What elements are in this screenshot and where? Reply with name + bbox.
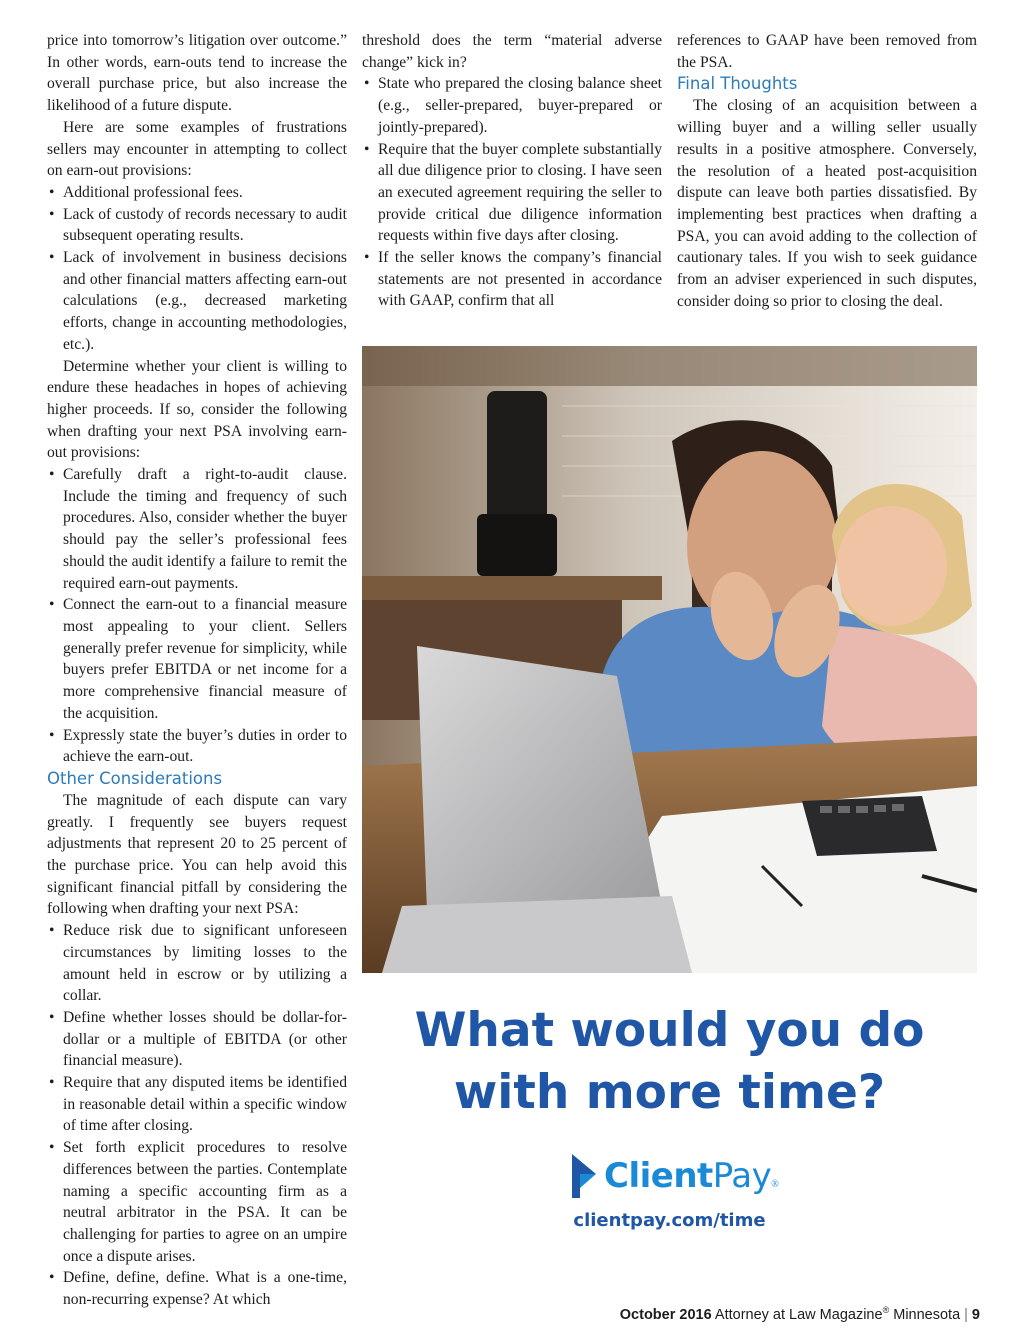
section-heading-other-considerations: Other Considerations <box>47 768 223 788</box>
ad-photo <box>362 346 977 973</box>
bullet-list <box>47 920 347 1311</box>
list-item: • Set forth explicit procedures to resolve differences between the parties. Contemplate naming a specific accounting firm as a neutral arbitrator in the PSA. It can be challenging for parties to agree on an umpire once a dispute arises. <box>47 1137 347 1267</box>
clientpay-logo-icon <box>568 1152 600 1200</box>
paragraph: Determine whether your client is willing to endure these headaches in hopes of achieving higher proceeds. If so, consider the following when drafting your next PSA involving earn-out provisions: <box>47 357 347 462</box>
paragraph: Here are some examples of frustrations sellers may encounter in attempting to collect on earn-out provisions: <box>47 118 347 180</box>
article-column-3 <box>677 30 977 312</box>
list-item: • Define whether losses should be dollar-for-dollar or a multiple of EBITDA (or other financial measure). <box>47 1007 347 1072</box>
footer-separator: | <box>964 1306 968 1323</box>
list-item: • Additional professional fees. <box>47 182 347 204</box>
bullet-list <box>47 182 347 356</box>
article-column-2 <box>362 30 662 312</box>
ad-headline <box>362 1000 977 1124</box>
list-item: • If the seller knows the company’s financial statements are not presented in accordance with GAAP, confirm that all <box>362 247 662 312</box>
clientpay-logo-text <box>604 1156 771 1196</box>
ad-headline-line-2: with more time? <box>453 1065 886 1120</box>
paragraph: threshold does the term “material adverse change” kick in? <box>362 32 662 71</box>
list-item: • Require that the buyer complete substantially all due diligence prior to closing. I have seen an executed agreement requiring the seller to provide critical due diligence information requests within five days after closing. <box>362 139 662 248</box>
list-item: • Define, define, define. What is a one-time, non-recurring expense? At which <box>47 1267 347 1310</box>
ad-url-link[interactable]: clientpay.com/time <box>573 1210 766 1231</box>
list-item: • Lack of custody of records necessary to audit subsequent operating results. <box>47 204 347 247</box>
logo-word-client: Client <box>604 1156 713 1196</box>
section-heading-final-thoughts: Final Thoughts <box>677 74 798 94</box>
bullet-list <box>362 73 662 312</box>
registered-mark: ® <box>771 1179 779 1190</box>
list-item: • Expressly state the buyer’s duties in order to achieve the earn-out. <box>47 725 347 768</box>
list-item: • State who prepared the closing balance sheet (e.g., seller-prepared, buyer-prepared or jointly-prepared). <box>362 73 662 138</box>
footer-edition: Minnesota <box>893 1306 961 1323</box>
logo-word-pay: Pay <box>712 1156 772 1196</box>
page-footer <box>620 1305 980 1323</box>
paragraph: The magnitude of each dispute can vary greatly. I frequently see buyers request adjustments that represent 20 to 25 percent of the purchase price. You can help avoid this significant financial pitfall by considering the following when drafting your next PSA: <box>47 791 347 918</box>
list-item: • Require that any disputed items be identified in reasonable detail within a specific window of time after closing. <box>47 1072 347 1137</box>
clientpay-logo[interactable] <box>568 1152 779 1200</box>
list-item: • Reduce risk due to significant unforeseen circumstances by limiting losses to the amount held in escrow or by utilizing a collar. <box>47 920 347 1007</box>
footer-magazine: Attorney at Law Magazine <box>714 1306 883 1323</box>
list-item: • Connect the earn-out to a financial measure most appealing to your client. Sellers generally prefer revenue for simplicity, while buyers prefer EBITDA or net income for a more comprehensive financial measure of the acquisition. <box>47 594 347 724</box>
footer-date: October 2016 <box>619 1306 712 1323</box>
footer-registered-mark: ® <box>882 1305 890 1315</box>
list-item: • Carefully draft a right-to-audit clause. Include the timing and frequency of such procedures. Also, consider whether the buyer should pay the seller’s professional fees should the audit identify a failure to remit the required earn-out payments. <box>47 464 347 594</box>
ad-headline-line-1: What would you do <box>414 1003 925 1058</box>
page-number: 9 <box>971 1306 980 1323</box>
list-item: • Lack of involvement in business decisions and other financial matters affecting earn-out calculations (e.g., decreased marketing efforts, change in accounting methodologies, etc.). <box>47 247 347 356</box>
paragraph: price into tomorrow’s litigation over outcome.” In other words, earn-outs tend to increase the overall purchase price, but also increase the likelihood of a future dispute. <box>47 32 347 115</box>
paragraph: references to GAAP have been removed from the PSA. <box>677 32 977 71</box>
bullet-list <box>47 464 347 768</box>
paragraph: The closing of an acquisition between a willing buyer and a willing seller usually results in a positive atmosphere. Conversely, the resolution of a heated post-acquisition dispute can leave both parties dissatisfied. By implementing best practices when drafting a PSA, you can avoid adding to the collection of cautionary tales. If you wish to seek guidance from an adviser experienced in such disputes, consider doing so prior to closing the deal. <box>677 97 977 310</box>
article-column-1 <box>47 30 347 1311</box>
